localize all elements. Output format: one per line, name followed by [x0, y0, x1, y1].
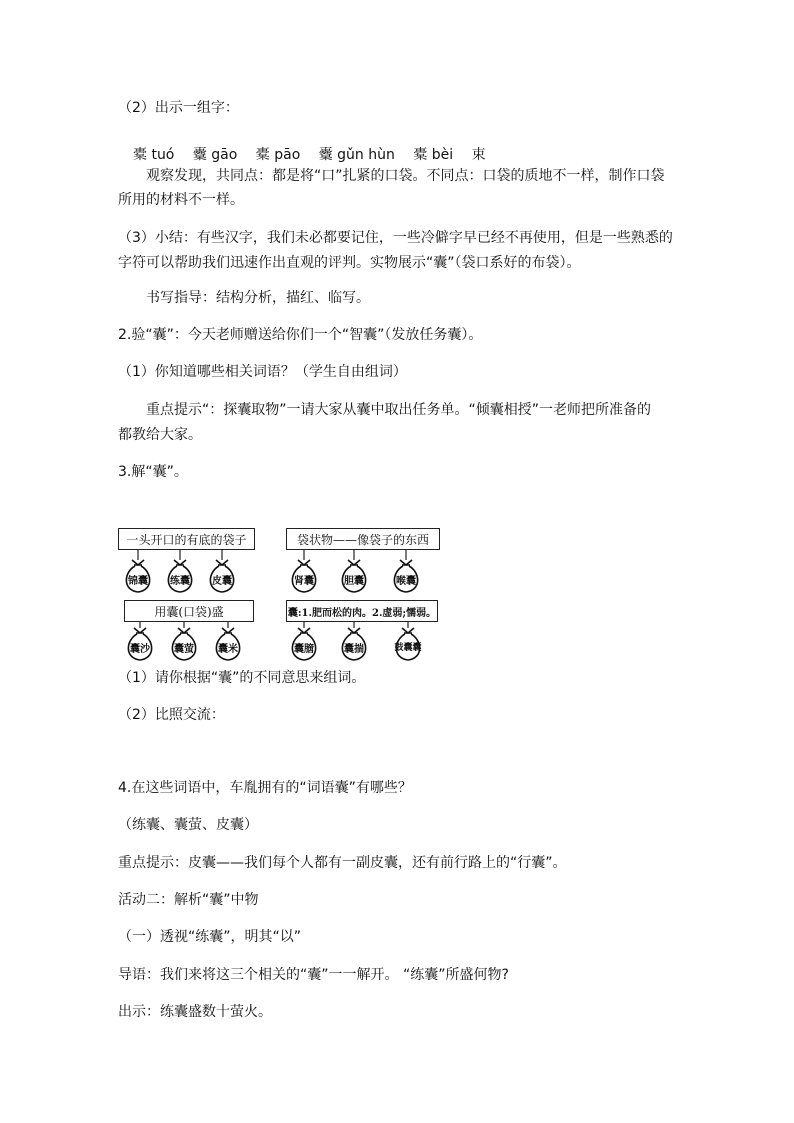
text-line: （1）请你根据“囊”的不同意思来组词。 [118, 670, 366, 686]
bag-label: 囊揣 [344, 644, 364, 655]
bag-icon [388, 624, 428, 664]
text-line: 3.解“囊”。 [118, 464, 188, 480]
bag-icon [120, 624, 160, 664]
character-item: 櫜 gāo [192, 147, 238, 163]
bag-icon [284, 624, 324, 664]
bag-icon [208, 624, 248, 664]
character-item: 束 [471, 147, 486, 163]
bag-label: 胆囊 [344, 576, 364, 587]
paragraph-line: 所用的材料不一样。 [118, 192, 244, 208]
paragraph-line: 重点提示“：探囊取物”一请大家从囊中取出任务单。“倾囊相授”一老师把所准备的 [146, 402, 652, 418]
bag-icon [160, 556, 200, 596]
nang-meaning-diagram [118, 522, 440, 662]
bag-label: 囊沙 [130, 644, 150, 655]
text-line: 重点提示：皮囊——我们每个人都有一副皮囊，还有前行路上的“行囊”。 [118, 855, 567, 871]
text-line: （练囊、囊萤、皮囊） [118, 817, 258, 833]
character-item: 橐 bèi [413, 147, 454, 163]
bag-icon [164, 624, 204, 664]
bag-icon [202, 556, 242, 596]
meaning-box: 袋状物——像袋子的东西 [286, 528, 440, 550]
bag-label: 皮囊 [212, 576, 232, 587]
text-line: 导语：我们来将这三个相关的“囊”一一解开。 “练囊”所盛何物? [118, 967, 509, 983]
bag-icon [284, 556, 324, 596]
paragraph-line: 字符可以帮助我们迅速作出直观的评判。实物展示“囊”（袋口系好的布袋）。 [118, 255, 581, 271]
character-item: 橐 tuó [133, 147, 175, 163]
paragraph-line: （3）小结：有些汉字，我们未必都要记住，一些冷僻字早已经不再使用，但是一些熟悉的 [118, 230, 673, 246]
text-line: （2）比照交流： [118, 707, 225, 723]
bag-icon [334, 556, 374, 596]
bag-icon [118, 556, 158, 596]
section-heading: 活动二：解析“囊”中物 [118, 892, 259, 908]
paragraph-line: 观察发现，共同点：都是将“口”扎紧的口袋。不同点：口袋的质地不一样，制作口袋 [146, 168, 665, 184]
text-line: 出示：练囊盛数十萤火。 [118, 1004, 272, 1020]
meaning-box: 用囊(口袋)盛 [124, 600, 254, 622]
bag-label: 练囊 [170, 576, 190, 587]
bag-icon [386, 556, 426, 596]
text-line: 4.在这些词语中，车胤拥有的“词语囊”有哪些？ [118, 780, 412, 796]
bag-label: 肾囊 [294, 576, 314, 587]
bag-label: 锦囊 [128, 576, 148, 587]
bag-icon [334, 624, 374, 664]
meaning-box: 一头开口的有底的袋子 [118, 528, 255, 550]
text-line: （1）你知道哪些相关词语？（学生自由组词） [118, 364, 407, 380]
text-line: 2.验“囊”：今天老师赠送给你们一个“智囊”（发放任务囊）。 [118, 327, 483, 343]
bag-label: 鼓囊囊 [394, 643, 422, 653]
section-heading: （一）透视“练囊”，明其“以” [118, 929, 302, 945]
character-item: 櫜 gǔn hùn [318, 147, 395, 163]
character-item: 橐 pāo [255, 147, 301, 163]
meaning-box: 囊:1.肥而松的肉。2.虚弱;懦弱。 [286, 600, 438, 622]
character-list [133, 144, 500, 164]
bag-label: 囊萤 [174, 644, 194, 655]
bag-label: 囊米 [218, 644, 238, 655]
bag-label: 喉囊 [396, 576, 416, 587]
text-line: （2）出示一组字： [118, 100, 239, 116]
paragraph-line: 都教给大家。 [118, 427, 202, 443]
bag-label: 囊膪 [294, 644, 314, 655]
text-line: 书写指导：结构分析，描红、临写。 [146, 290, 370, 306]
